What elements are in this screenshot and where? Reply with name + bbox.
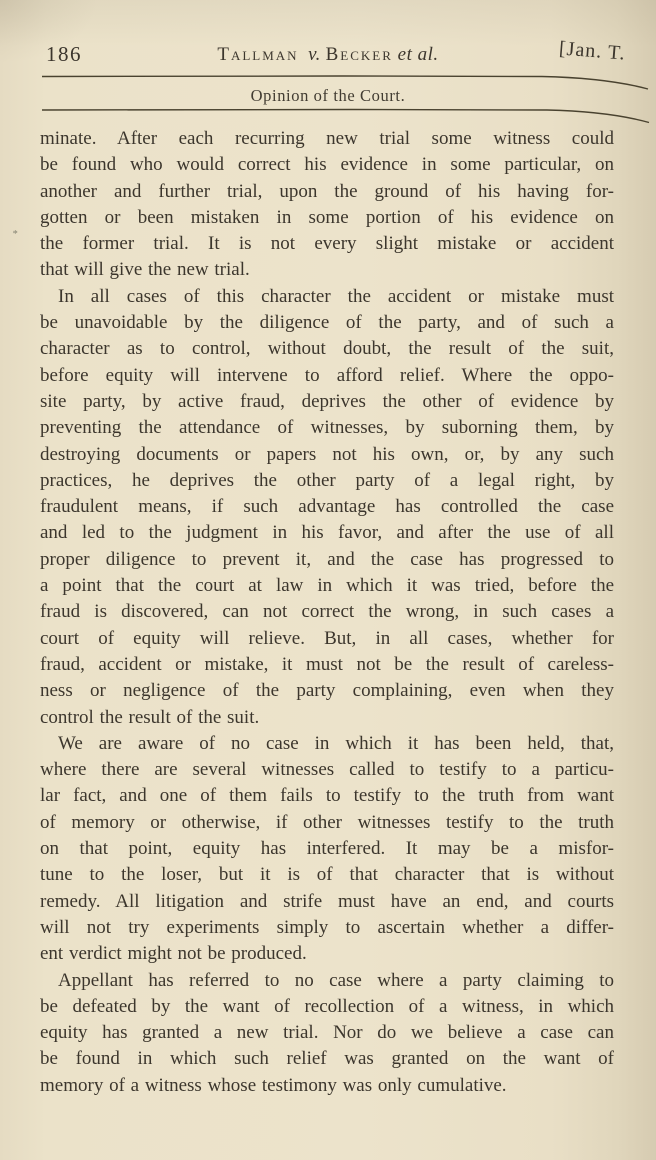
text-line: on that point, equity has interfered. It may be a misfor-: [40, 838, 614, 860]
text-line: site party, by active fraud, deprives the other of evidence by: [40, 390, 614, 412]
text-line: the former trial. It is not every slight mistake or accident: [40, 233, 614, 255]
text-line: ness or negligence of the party complaining, even when they: [40, 680, 614, 702]
court-term-label: [Jan. T.: [558, 37, 627, 65]
text-line: be found in which such relief was granted on the want of: [40, 1048, 614, 1070]
text-line: will not try experiments simply to ascertain whether a differ-: [40, 916, 614, 938]
text-line: another and further trial, upon the ground of his having for-: [40, 180, 614, 202]
text-line: where there are several witnesses called to testify to a particu-: [40, 759, 614, 781]
text-line: practices, he deprives the other party of a legal right, by: [40, 469, 614, 491]
paragraph: [40, 731, 614, 968]
text-line: remedy. All litigation and strife must have an end, and courts: [40, 890, 614, 912]
text-line: before equity will intervene to afford relief. Where the oppo-: [40, 364, 614, 386]
opinion-text: [40, 126, 614, 1099]
text-line: gotten or been mistaken in some portion of his evidence on: [40, 206, 614, 228]
et-al-label: et al.: [397, 44, 439, 65]
paragraph: [40, 284, 614, 731]
page-number: 186: [46, 42, 82, 66]
text-line: control the result of the suit.: [40, 706, 260, 728]
margin-mark: *: [12, 227, 18, 240]
text-line: be defeated by the want of recollection of a witness, in which: [40, 995, 614, 1017]
text-line: proper diligence to prevent it, and the case has progressed to: [40, 548, 614, 570]
text-line: character as to control, without doubt, the result of the suit,: [40, 338, 614, 360]
text-line: and led to the judgment in his favor, and after the use of all: [40, 522, 614, 544]
text-line: ent verdict might not be produced.: [40, 943, 307, 965]
versus-abbrev: v.: [308, 44, 321, 65]
text-line: that will give the new trial.: [40, 259, 250, 281]
text-line: fraud is discovered, can not correct the wrong, in such cases a: [40, 601, 614, 623]
header-rule-bottom: [42, 106, 652, 128]
text-line: preventing the attendance of witnesses, by suborning them, by: [40, 417, 614, 439]
text-line: of memory or otherwise, if other witnesses testify to the truth: [40, 811, 614, 833]
text-line: be found who would correct his evidence in some particular, on: [40, 154, 614, 176]
text-line: court of equity will relieve. But, in all cases, whether for: [40, 627, 614, 649]
text-line: In all cases of this character the accident or mistake must: [58, 285, 614, 307]
text-line: be unavoidable by the diligence of the party, and of such a: [40, 312, 614, 334]
text-line: fraud, accident or mistake, it must not be the result of careless-: [40, 653, 614, 675]
text-line: lar fact, and one of them fails to testify to the truth from want: [40, 785, 614, 807]
text-line: memory of a witness whose testimony was only cumulative.: [40, 1074, 507, 1096]
text-line: minate. After each recurring new trial some witness could: [40, 128, 614, 149]
text-line: tune to the loser, but it is of that character that is without: [40, 864, 614, 886]
section-heading: Opinion of the Court.: [250, 86, 406, 105]
case-party-appellee: Becker: [325, 44, 393, 65]
text-line: We are aware of no case in which it has been held, that,: [58, 732, 614, 754]
text-line: destroying documents or papers not his own, or, by any such: [40, 443, 614, 465]
text-line: equity has granted a new trial. Nor do we believe a case can: [40, 1022, 614, 1044]
paragraph: [40, 968, 614, 1099]
paragraph: [40, 126, 614, 284]
text-line: Appellant has referred to no case where a party claiming to: [58, 969, 614, 991]
case-party-appellant: Tallman: [217, 44, 299, 65]
text-line: a point that the court at law in which it was tried, before the: [40, 575, 614, 597]
text-line: fraudulent means, if such advantage has controlled the case: [40, 496, 614, 518]
